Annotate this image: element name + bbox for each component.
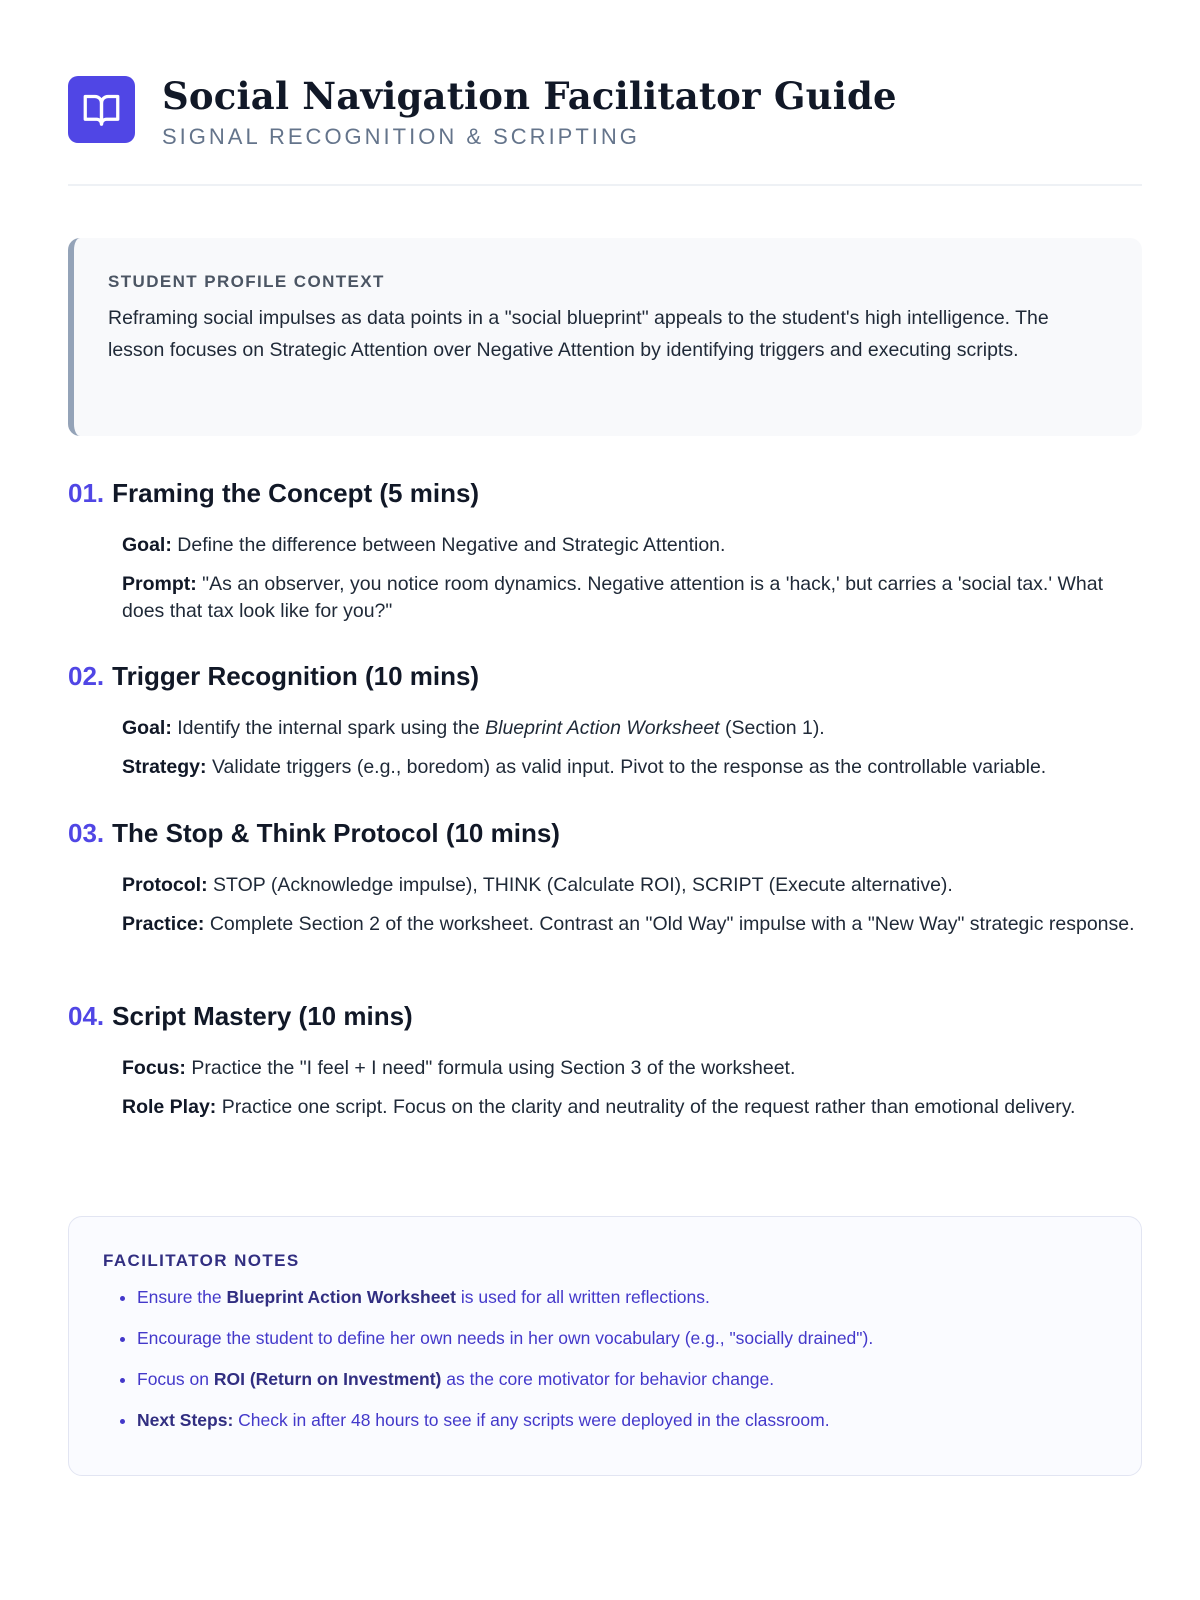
facilitator-notes-label: FACILITATOR NOTES — [103, 1251, 300, 1270]
item-label: Strategy: — [122, 756, 207, 778]
section-stop-think-protocol — [68, 818, 1142, 938]
note-emphasis: ROI (Return on Investment) — [213, 1369, 442, 1389]
section-item-practice — [122, 911, 1142, 938]
section-title: Framing the Concept (5 mins) — [112, 478, 480, 508]
item-label: Practice: — [122, 913, 205, 935]
section-trigger-recognition — [68, 661, 1142, 781]
section-item-strategy — [122, 754, 1142, 781]
facilitator-notes-card — [68, 1216, 1142, 1476]
section-title: Trigger Recognition (10 mins) — [112, 661, 480, 691]
item-text: STOP (Acknowledge impulse), THINK (Calculate ROI), SCRIPT (Execute alternative). — [213, 874, 953, 896]
section-heading — [68, 818, 1142, 854]
section-title: Script Mastery (10 mins) — [112, 1001, 413, 1031]
item-label: Role Play: — [122, 1096, 217, 1118]
item-label: Prompt: — [122, 573, 197, 595]
item-label: Goal: — [122, 534, 172, 556]
note-text: Check in after 48 hours to see if any scripts were deployed in the classroom. — [238, 1410, 830, 1430]
note-text: Encourage the student to define her own needs in her own vocabulary (e.g., "socially drained"). — [137, 1328, 874, 1348]
item-text: (Section 1). — [725, 717, 825, 739]
item-text: Practice one script. Focus on the clarity and neutrality of the request rather than emotional delivery. — [221, 1096, 1076, 1118]
section-item-focus — [122, 1055, 1142, 1082]
student-profile-text: Reframing social impulses as data points in a "social blueprint" appeals to the student's high intelligence. The lesson focuses on Strategic Attention over Negative Attention by identifying triggers and executing scripts. — [108, 307, 1049, 361]
section-heading — [68, 1001, 1142, 1037]
section-script-mastery — [68, 1001, 1142, 1121]
page-header — [68, 76, 1142, 186]
item-text: Identify the internal spark using the — [177, 717, 480, 739]
student-profile-label: STUDENT PROFILE CONTEXT — [108, 272, 385, 291]
item-label: Protocol: — [122, 874, 208, 896]
section-number: 01. — [68, 478, 105, 508]
section-number: 04. — [68, 1001, 105, 1031]
note-text: is used for all written reflections. — [460, 1287, 710, 1307]
section-heading — [68, 478, 1142, 514]
note-text: Focus on — [137, 1369, 209, 1389]
section-framing-concept — [68, 478, 1142, 625]
section-heading — [68, 661, 1142, 697]
item-text: Practice the "I feel + I need" formula using Section 3 of the worksheet. — [191, 1057, 796, 1079]
note-text: Ensure the — [137, 1287, 222, 1307]
section-item-goal — [122, 532, 1142, 559]
item-text: Define the difference between Negative and Strategic Attention. — [177, 534, 726, 556]
page-subtitle: SIGNAL RECOGNITION & SCRIPTING — [162, 124, 640, 149]
note-text: as the core motivator for behavior change. — [446, 1369, 775, 1389]
facilitator-notes-list — [103, 1285, 1107, 1432]
note-item — [137, 1367, 1107, 1391]
item-text: Complete Section 2 of the worksheet. Contrast an "Old Way" impulse with a "New Way" strategic response. — [209, 913, 1135, 935]
note-emphasis: Next Steps: — [137, 1410, 234, 1430]
open-book-icon — [68, 76, 135, 143]
item-text: "As an observer, you notice room dynamics. Negative attention is a 'hack,' but carries a 'social tax.' What does that tax look like for you?" — [122, 573, 1103, 622]
section-item-goal — [122, 715, 1142, 742]
item-label: Focus: — [122, 1057, 186, 1079]
note-emphasis: Blueprint Action Worksheet — [226, 1287, 456, 1307]
item-text: Validate triggers (e.g., boredom) as valid input. Pivot to the response as the controllable variable. — [211, 756, 1047, 778]
section-item-role-play — [122, 1094, 1142, 1121]
note-item — [137, 1408, 1107, 1432]
page-title: Social Navigation Facilitator Guide — [162, 74, 897, 118]
student-profile-card — [68, 238, 1142, 436]
section-item-prompt — [122, 571, 1142, 625]
note-item — [137, 1326, 1107, 1350]
section-title: The Stop & Think Protocol (10 mins) — [112, 818, 560, 848]
section-item-protocol — [122, 872, 1142, 899]
section-number: 02. — [68, 661, 105, 691]
worksheet-reference: Blueprint Action Worksheet — [485, 717, 720, 739]
note-item — [137, 1285, 1107, 1309]
section-number: 03. — [68, 818, 105, 848]
item-label: Goal: — [122, 717, 172, 739]
